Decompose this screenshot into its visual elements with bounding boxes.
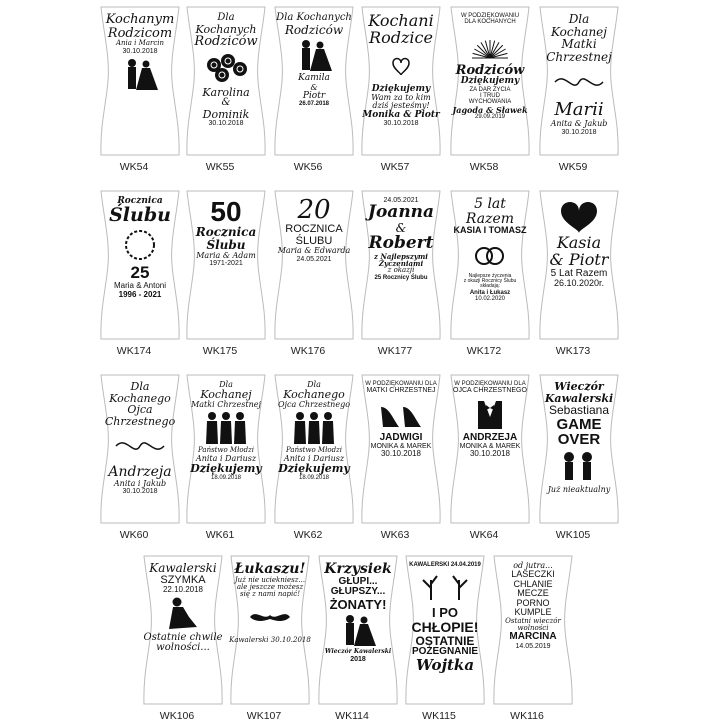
product-code: WK114 (335, 710, 369, 722)
glass-illustration (98, 373, 182, 525)
product-code: WK54 (119, 161, 149, 173)
engraving-line: 30.10.2018 (383, 120, 419, 128)
engraving-line: OJCA CHRZESTNEGO (453, 387, 527, 395)
engraving-line: Piotr (302, 90, 326, 101)
glass-illustration (448, 189, 532, 341)
glass-product[interactable] (314, 554, 402, 722)
engraving-line: Andrzeja (108, 464, 172, 481)
engraving-line: od jutra... (513, 561, 553, 570)
heart-icon (551, 199, 607, 233)
engraving-line: Dla (219, 380, 233, 389)
engraving-line: Karolina (202, 85, 250, 99)
antlers-icon (417, 570, 473, 604)
product-code: WK105 (555, 529, 591, 541)
glass-illustration (184, 5, 268, 157)
engraving-line: Kochanych (195, 22, 257, 36)
glass-engraving (453, 196, 527, 335)
engraving-line: 30.10.2018 (380, 449, 422, 459)
engraving-line: SZYMKA (160, 573, 206, 586)
product-code: WK106 (159, 710, 195, 722)
engraving-line: ale jeszcze możesz (236, 583, 304, 592)
engraving-line: z Najlepszymi (374, 251, 428, 261)
engraving-line: Kochanym (105, 12, 175, 27)
engraving-line: Anita i Jakub (113, 478, 167, 488)
engraving-line: Chrzestnej (546, 49, 612, 64)
engraving-line: Państwo Młodzi (286, 446, 342, 455)
engraving-line: Maria & Antoni (113, 281, 167, 291)
engraving-line: MONIKA & MAREK (370, 443, 432, 451)
engraving-line: JADWIGI (379, 431, 423, 443)
glass-product[interactable] (446, 5, 534, 173)
engraving-line: Wieczór (554, 380, 604, 393)
glass-product[interactable] (357, 5, 445, 173)
engraving-line: Dziękujemy (278, 462, 350, 476)
glass-product[interactable] (270, 373, 358, 541)
product-code: WK175 (202, 345, 238, 357)
engraving-line: Wojtka (415, 655, 475, 674)
engraving-line: 10.02.2020 (474, 295, 506, 302)
engraving-line: I PO (431, 605, 458, 621)
engraving-line: dziś jesteśmy! (372, 101, 430, 111)
glass-engraving (192, 197, 260, 335)
engraving-line: ANDRZEJA (462, 431, 518, 443)
engraving-line: Państwo Młodzi (198, 446, 254, 455)
engraving-line: 1996 - 2021 (118, 289, 162, 299)
glass-product[interactable] (357, 373, 445, 541)
engraving-line: KASIA I TOMASZ (453, 225, 527, 236)
engraving-line: 30.10.2018 (208, 120, 244, 128)
glass-engraving (192, 381, 260, 519)
engraving-line: Dla (307, 380, 321, 389)
glass-engraving (545, 13, 613, 151)
engraving-line: W PODZIĘKOWANIU (460, 13, 520, 19)
glass-illustration (448, 373, 532, 525)
glass-illustration (537, 189, 621, 341)
engraving-line: Dominik (202, 107, 250, 121)
engraving-line: WYCHOWANIA (468, 99, 512, 106)
engraving-line: Maria & Adam (196, 250, 256, 260)
engraving-line: ROCZNICA (285, 223, 343, 236)
engraving-line: LASECZKI (511, 569, 555, 580)
glass-product[interactable] (270, 189, 358, 357)
glass-illustration (228, 554, 312, 706)
engraving-line: 20 (297, 195, 331, 225)
engraving-line: Kasia (556, 233, 602, 252)
engraving-line: Kamila (298, 73, 330, 84)
product-code: WK60 (119, 529, 149, 541)
engraving-line: 18.09.2018 (298, 474, 330, 481)
engraving-line: z okazji (387, 266, 415, 275)
glass-engraving (106, 381, 174, 519)
wreath-icon (112, 228, 168, 262)
couple2-icon (330, 613, 386, 647)
product-code: WK59 (558, 161, 588, 173)
engraving-line: Rodzicom (107, 25, 173, 41)
glass-illustration (448, 5, 532, 157)
engraving-line: Joanna (367, 202, 435, 223)
engraving-line: POŻEGNANIE (411, 646, 479, 658)
product-code: WK177 (377, 345, 413, 357)
glass-engraving (499, 562, 567, 700)
glass-engraving (277, 195, 351, 335)
engraving-line: 26.07.2018 (298, 101, 330, 108)
glass-product[interactable] (446, 373, 534, 541)
engraving-line: Kochani (368, 11, 434, 30)
engraving-line: CHŁOPIE! (411, 618, 479, 635)
engraving-line: 29.09.2019 (474, 113, 506, 120)
engraving-line: Razem (465, 210, 515, 227)
engraving-line: Matki (561, 37, 597, 52)
glass-product[interactable] (489, 554, 577, 722)
engraving-line: 14.05.2019 (515, 642, 551, 650)
engraving-line: Kochanej (550, 24, 608, 39)
glass-illustration (403, 554, 487, 706)
engraving-line: Dla (130, 380, 150, 393)
product-code: WK172 (466, 345, 502, 357)
glass-product[interactable] (535, 5, 623, 173)
glass-engraving (367, 381, 435, 519)
glass-engraving (545, 381, 613, 519)
engraving-line: Anita i Dariusz (195, 453, 257, 463)
engraving-line: Anita i Łukasz (469, 289, 511, 296)
engraving-line: Już nieaktualny (547, 485, 611, 495)
glass-illustration (184, 189, 268, 341)
engraving-line: Dziękujemy (190, 462, 262, 476)
engraving-line: MATKI CHRZESTNEJ (366, 387, 436, 395)
glass-product[interactable] (96, 189, 184, 357)
engraving-line: W PODZIĘKOWANIU DLA (365, 381, 437, 387)
glass-product[interactable] (535, 373, 623, 541)
engraving-line: 50 (210, 196, 242, 227)
engraving-line: Monika & Piotr (362, 109, 440, 120)
engraving-line: Dla (217, 12, 235, 23)
product-code: WK116 (510, 710, 544, 722)
engraving-line: Kochanego (109, 391, 171, 405)
engraving-line: DLA KOCHANYCH (464, 19, 516, 26)
engraving-line: 2018 (350, 655, 366, 663)
glass-illustration (98, 189, 182, 341)
glass-illustration (359, 5, 443, 157)
engraving-line: KAWALERSKI 24.04.2019 (409, 562, 481, 568)
ornament-icon (551, 65, 607, 99)
product-code: WK107 (246, 710, 282, 722)
glass-product[interactable] (96, 373, 184, 541)
engraving-line: Krzysiek (324, 561, 392, 577)
engraving-line: Kawalerski (544, 391, 614, 405)
engraving-line: MECZE (517, 588, 549, 599)
glass-illustration (359, 373, 443, 525)
glass-engraving (324, 562, 392, 700)
product-code: WK56 (293, 161, 323, 173)
glass-product[interactable] (535, 189, 623, 357)
engraving-line: Dziękujemy (371, 83, 431, 94)
engraving-line: Jagoda & Sławek (452, 104, 528, 115)
engraving-line: 30.10.2018 (469, 449, 511, 459)
tux-icon (462, 397, 518, 431)
glass-engraving (411, 562, 479, 700)
engraving-line: 26.10.2020r. (553, 278, 605, 289)
engraving-line: Ślubu (206, 237, 246, 252)
engraving-line: Ojca Chrzestnego (277, 399, 351, 409)
glass-illustration (272, 373, 356, 525)
glass-illustration (491, 554, 575, 706)
engraving-line: 5 Lat Razem (550, 267, 608, 279)
engraving-line: Rodziców (284, 22, 344, 37)
engraving-line: Kochanego (283, 388, 345, 402)
glass-engraving (452, 13, 528, 151)
glass-engraving (453, 381, 527, 519)
engraving-line: Łukaszu! (234, 561, 306, 577)
product-code: WK64 (469, 529, 499, 541)
engraving-line: & (310, 82, 318, 92)
product-code: WK174 (116, 345, 152, 357)
glass-engraving (545, 197, 613, 335)
glass-illustration (184, 373, 268, 525)
engraving-line: MARCINA (509, 631, 557, 643)
glass-engraving (362, 11, 440, 151)
glass-illustration (272, 189, 356, 341)
product-code: WK57 (380, 161, 410, 173)
engraving-line: Maria & Edwarda (277, 246, 351, 256)
engraving-line: Rodziców (455, 62, 525, 78)
kids-icon (551, 450, 607, 484)
product-code: WK173 (555, 345, 591, 357)
engraving-line: 25 Rocznicy Ślubu (374, 274, 428, 281)
engraving-line: 22.10.2018 (162, 585, 204, 595)
engraving-line: Sebastiana (548, 403, 610, 418)
glass-engraving (276, 12, 352, 151)
product-code: WK115 (422, 710, 456, 722)
engraving-line: GŁUPI... (338, 575, 378, 587)
engraving-line: ŻONATY! (329, 596, 387, 612)
glass-engraving (106, 197, 174, 335)
trio-icon (198, 411, 254, 445)
engraving-line: GŁUPSZY... (330, 586, 386, 598)
glass-engraving (143, 561, 223, 700)
engraving-line: Wieczór Kawalerski (324, 648, 392, 656)
glass-product[interactable] (270, 5, 358, 173)
engraving-line: Życzeniami (378, 258, 424, 268)
engraving-line: I TRUD (480, 92, 500, 99)
product-code: WK58 (469, 161, 499, 173)
glass-product[interactable] (139, 554, 227, 722)
glass-product[interactable] (182, 373, 270, 541)
engraving-line: 25 (130, 263, 150, 283)
engraving-line: OVER (557, 431, 601, 449)
engraving-line: Ślubu (109, 204, 171, 227)
product-code: WK62 (293, 529, 323, 541)
engraving-line: W PODZIĘKOWANIU DLA (454, 381, 526, 387)
glass-product[interactable] (357, 189, 445, 357)
glass-illustration (537, 373, 621, 525)
product-code: WK63 (380, 529, 410, 541)
engraving-line: Rocznica (195, 225, 257, 240)
product-code: WK61 (205, 529, 235, 541)
engraving-line: Anita i Dariusz (283, 453, 345, 463)
engraving-line: Anita & Jakub (550, 119, 608, 129)
engraving-line: Dla (568, 12, 590, 26)
woman-icon (155, 597, 211, 631)
mustache-icon (242, 601, 298, 635)
glass-illustration (141, 554, 225, 706)
engraving-line: & (221, 97, 231, 109)
engraving-line: Rodziców (194, 34, 258, 50)
engraving-line: Ojca (127, 403, 153, 417)
engraving-line: Dziękujemy (460, 76, 520, 87)
glass-engraving (229, 561, 311, 700)
engraving-line: Kawalerski 30.10.2018 (229, 635, 311, 644)
glass-product[interactable] (226, 554, 314, 722)
engraving-line: ZA DAR ŻYCIA (469, 86, 511, 93)
glass-product[interactable] (401, 554, 489, 722)
engraving-line: Rocznica (117, 196, 163, 206)
rings-icon (462, 238, 518, 272)
glass-product[interactable] (182, 5, 270, 173)
engraving-line: z okazji Rocznicy Ślubu (463, 278, 517, 285)
couple-icon (286, 38, 342, 72)
glass-engraving (106, 13, 174, 151)
glass-illustration (359, 189, 443, 341)
engraving-line: Ostatni wieczór (505, 616, 561, 625)
engraving-line: Ania i Marcin (115, 39, 165, 48)
engraving-line: 24.05.2021 (296, 255, 332, 263)
glass-product[interactable] (182, 189, 270, 357)
sun-icon (462, 28, 518, 62)
engraving-line: PORNO (516, 597, 550, 608)
roses-icon (198, 51, 254, 85)
engraving-line: Dla Kochanych (276, 12, 352, 23)
engraving-line: Kawalerski (149, 561, 217, 575)
engraving-line: Najlepsze życzenia (468, 272, 512, 279)
engraving-line: Marii (554, 99, 604, 121)
engraving-line: OSTATNIE (415, 633, 475, 648)
engraving-line: ŚLUBU (295, 234, 333, 247)
couple-icon (112, 57, 168, 91)
engraving-line: 1971-2021 (209, 259, 243, 267)
engraving-line: Chrzestnego (104, 414, 176, 428)
glass-engraving (367, 197, 435, 335)
engraving-line: CHLANIE (513, 578, 553, 589)
product-code: WK55 (205, 161, 235, 173)
engraving-line: 5 lat (474, 196, 506, 212)
trio-icon (286, 411, 342, 445)
engraving-line: Już nie uciekniesz... (234, 575, 306, 584)
engraving-line: Wam za to kim (371, 93, 431, 103)
engraving-line: Matki Chrzestnej (191, 399, 261, 409)
engraving-line: 30.10.2018 (561, 128, 597, 136)
glass-engraving (192, 13, 260, 151)
glass-illustration (98, 5, 182, 157)
engraving-line: składają: (480, 283, 500, 290)
engraving-line: GAME (556, 415, 602, 433)
shoes-icon (373, 397, 429, 431)
engraving-line: 24.05.2021 (383, 197, 419, 204)
engraving-line: Kochanej (200, 388, 252, 402)
engraving-line: 30.10.2018 (122, 47, 158, 55)
product-code: WK176 (290, 345, 326, 357)
hearts-icon (373, 49, 429, 83)
engraving-line: KUMPLE (514, 607, 552, 618)
engraving-line: Rodzice (369, 27, 433, 47)
engraving-line: 18.09.2018 (210, 474, 242, 481)
engraving-line: wolności... (156, 642, 210, 654)
glass-product[interactable] (96, 5, 184, 173)
engraving-line: wolności (517, 623, 549, 632)
engraving-line: & Piotr (549, 249, 609, 269)
engraving-line: MONIKA & MAREK (459, 443, 521, 451)
engraving-line: 30.10.2018 (122, 488, 158, 496)
engraving-line: Robert (368, 232, 434, 253)
glass-product[interactable] (446, 189, 534, 357)
engraving-line: się z nami napić! (239, 590, 301, 599)
engraving-line: Ostatnie chwile (143, 631, 223, 643)
engraving-line: & (395, 221, 407, 236)
ornament-icon (112, 429, 168, 463)
glass-illustration (272, 5, 356, 157)
glass-illustration (537, 5, 621, 157)
glass-engraving (277, 380, 351, 519)
glass-illustration (316, 554, 400, 706)
